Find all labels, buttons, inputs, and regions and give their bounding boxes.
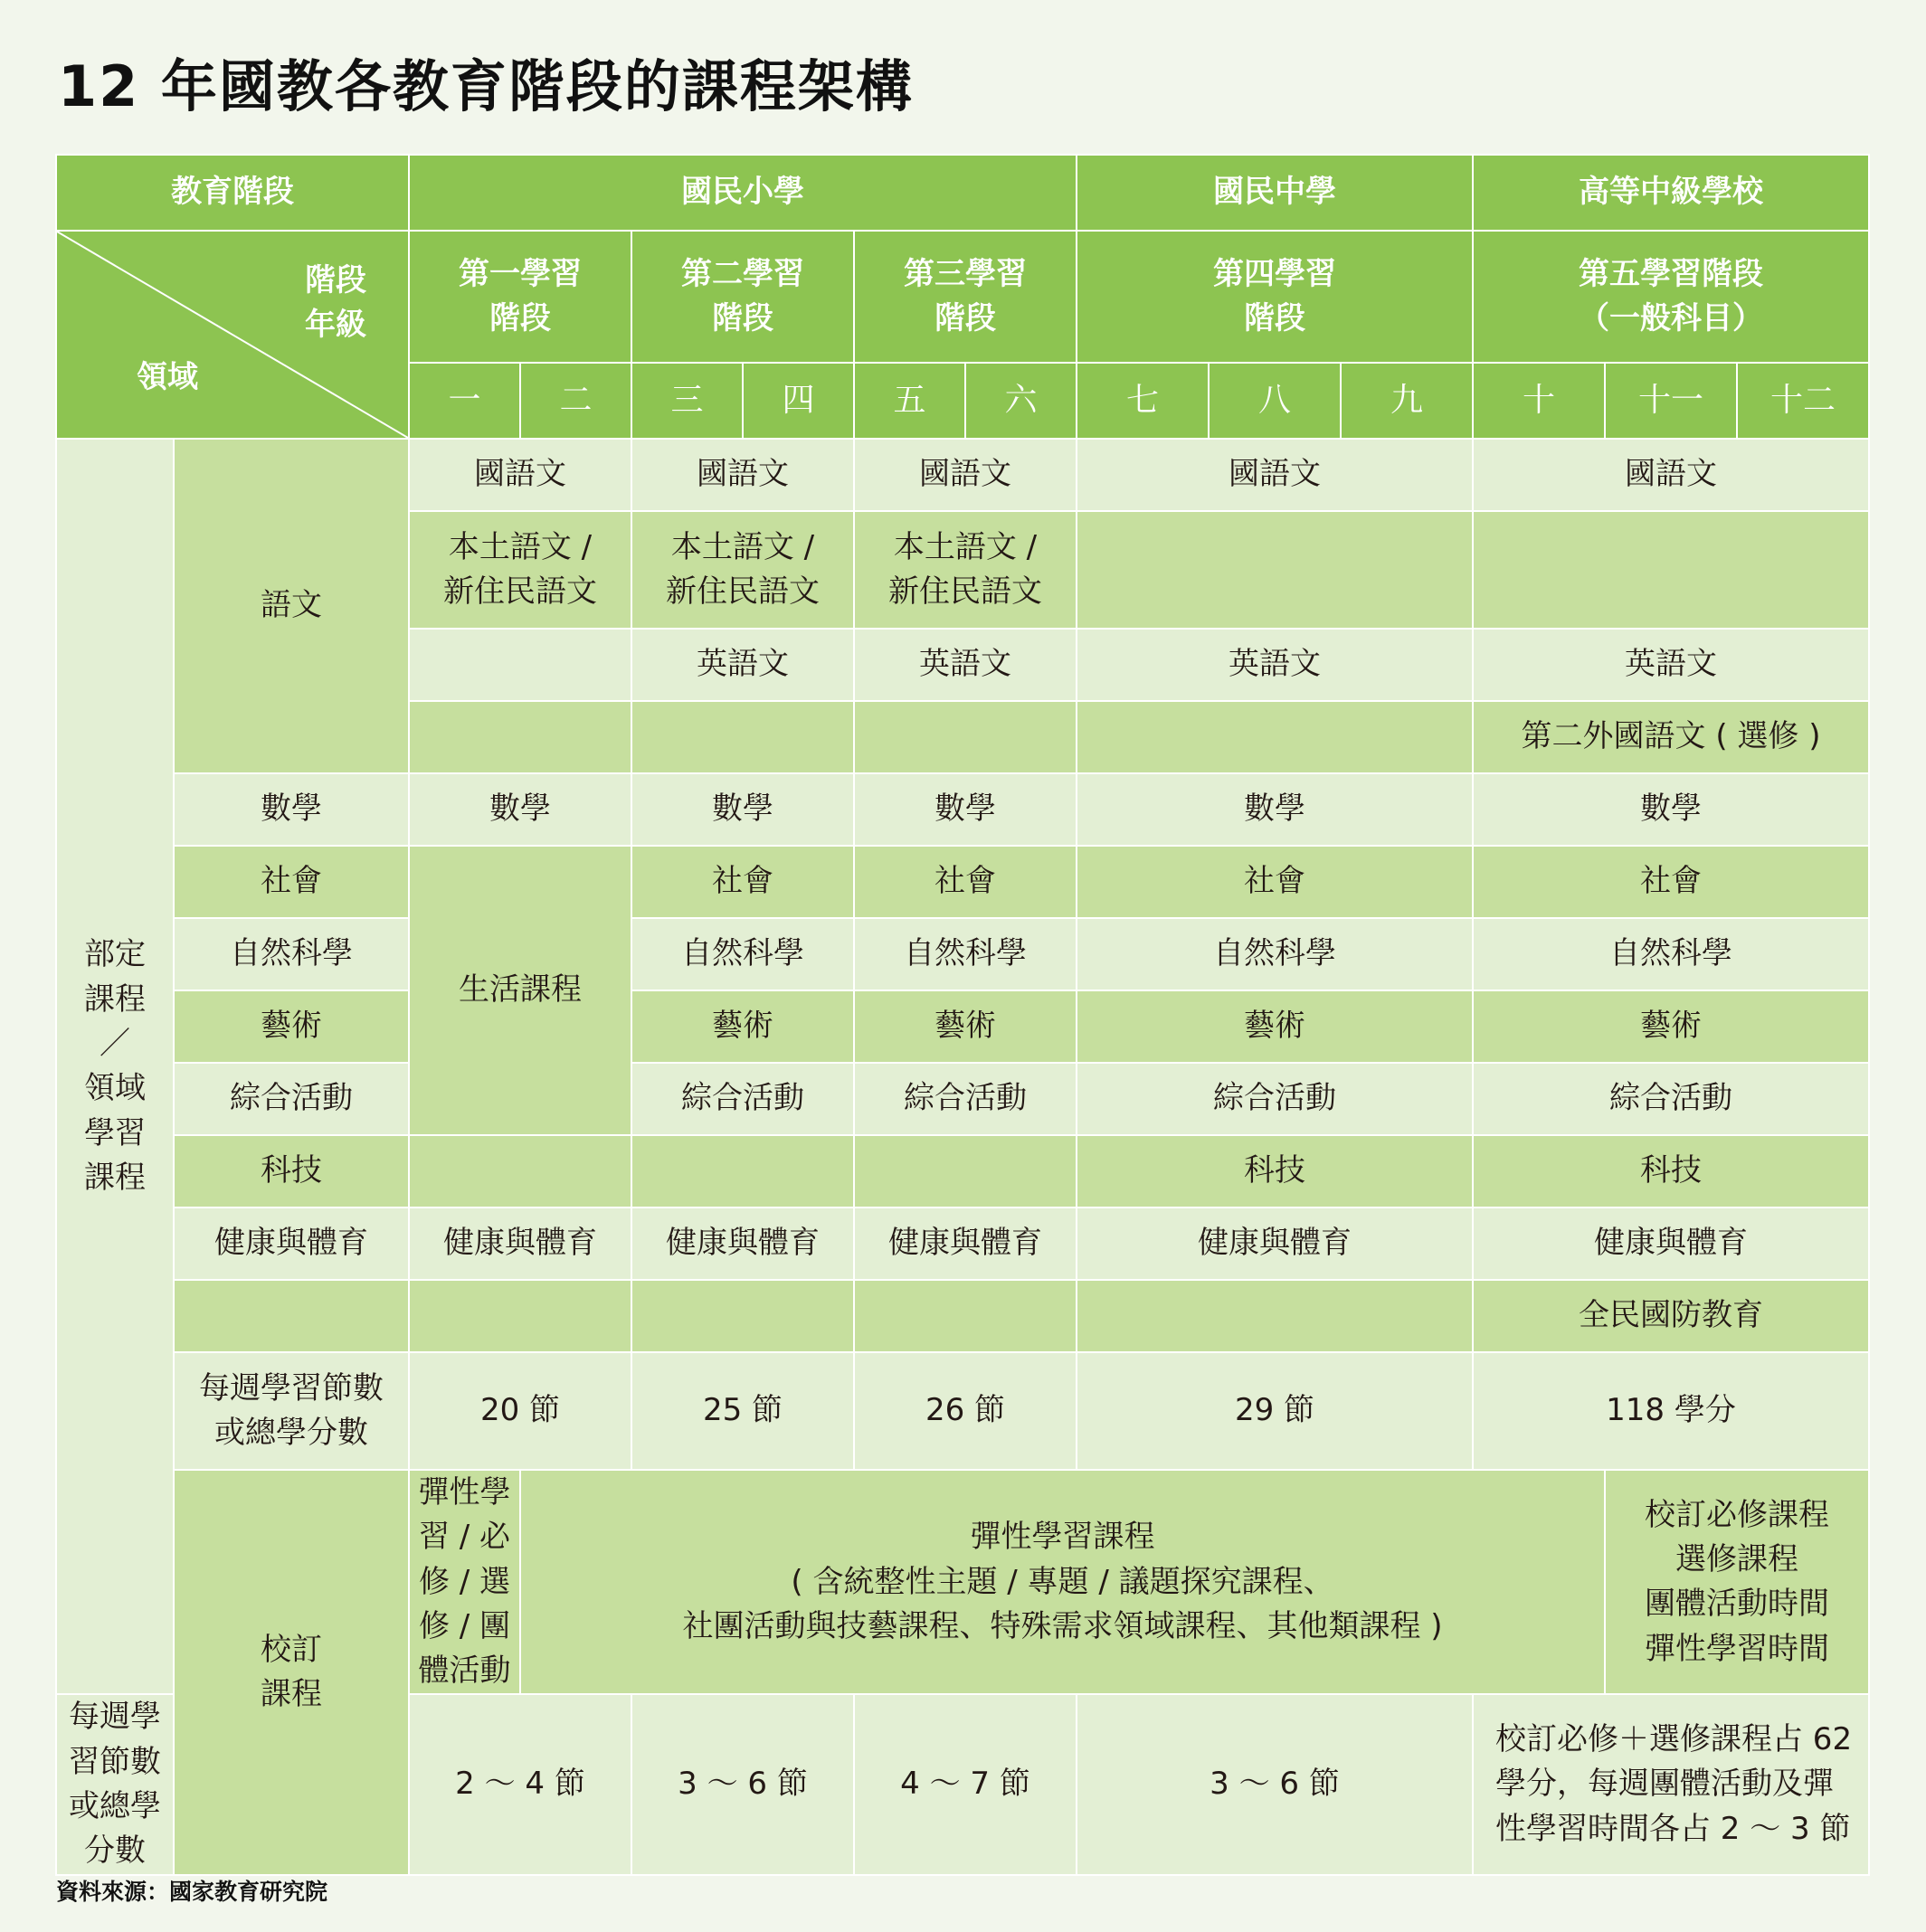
cell-integrative-s3: 綜合活動 bbox=[854, 1063, 1077, 1135]
cell-tech-s2 bbox=[631, 1135, 854, 1208]
page-title: 12 年國教各教育階段的課程架構 bbox=[58, 53, 914, 119]
cell-foreign-s3 bbox=[854, 701, 1077, 773]
cell-chinese-s2: 國語文 bbox=[631, 439, 854, 511]
curriculum-table bbox=[55, 154, 1870, 1876]
cell-foreign-s5: 第二外國語文 ( 選修 ) bbox=[1473, 701, 1869, 773]
cell-hours-s1: 20 節 bbox=[409, 1352, 631, 1470]
cell-tech-s4: 科技 bbox=[1077, 1135, 1473, 1208]
cell-integrative-s5: 綜合活動 bbox=[1473, 1063, 1869, 1135]
cell-school-hours-s3: 4 ～ 7 節 bbox=[854, 1694, 1077, 1874]
corner-grade-label: 年級 bbox=[305, 307, 366, 344]
cell-arts-s5: 藝術 bbox=[1473, 990, 1869, 1063]
cell-english-s2: 英語文 bbox=[631, 629, 854, 701]
corner-labels bbox=[305, 259, 366, 348]
row-arts bbox=[56, 990, 1869, 1063]
cell-native-s1: 本土語文 / 新住民語文 bbox=[409, 511, 631, 629]
field-integrative: 綜合活動 bbox=[174, 1063, 409, 1135]
cell-tech-s1 bbox=[409, 1135, 631, 1208]
row-defense bbox=[56, 1280, 1869, 1352]
cell-arts-s2: 藝術 bbox=[631, 990, 854, 1063]
row-math bbox=[56, 773, 1869, 846]
header-row-levels bbox=[56, 155, 1869, 231]
grade-2: 二 bbox=[520, 363, 631, 439]
stage2-header: 第二學習 階段 bbox=[631, 231, 854, 363]
cell-tech-s3 bbox=[854, 1135, 1077, 1208]
cell-social-s4: 社會 bbox=[1077, 846, 1473, 918]
grade-9: 九 bbox=[1341, 363, 1473, 439]
cell-integrative-s2: 綜合活動 bbox=[631, 1063, 854, 1135]
cell-science-s2: 自然科學 bbox=[631, 918, 854, 990]
field-social: 社會 bbox=[174, 846, 409, 918]
cell-health-s5: 健康與體育 bbox=[1473, 1208, 1869, 1280]
cell-science-s5: 自然科學 bbox=[1473, 918, 1869, 990]
cell-chinese-s5: 國語文 bbox=[1473, 439, 1869, 511]
cell-native-s4 bbox=[1077, 511, 1473, 629]
row-health bbox=[56, 1208, 1869, 1280]
cell-life-course: 生活課程 bbox=[409, 846, 631, 1135]
cell-school-hours-s4: 3 ～ 6 節 bbox=[1077, 1694, 1473, 1874]
required-curriculum-label: 部定 課程 ／ 領域 學習 課程 bbox=[56, 439, 174, 1694]
grade-8: 八 bbox=[1209, 363, 1341, 439]
cell-defense-s2 bbox=[631, 1280, 854, 1352]
stage3-header: 第三學習 階段 bbox=[854, 231, 1077, 363]
cell-tech-s5: 科技 bbox=[1473, 1135, 1869, 1208]
grade-12: 十二 bbox=[1737, 363, 1869, 439]
row-science bbox=[56, 918, 1869, 990]
cell-foreign-s2 bbox=[631, 701, 854, 773]
cell-math-s1: 數學 bbox=[409, 773, 631, 846]
grade-3: 三 bbox=[631, 363, 743, 439]
cell-defense-s5: 全民國防教育 bbox=[1473, 1280, 1869, 1352]
cell-science-s3: 自然科學 bbox=[854, 918, 1077, 990]
cell-native-s2: 本土語文 / 新住民語文 bbox=[631, 511, 854, 629]
cell-science-s4: 自然科學 bbox=[1077, 918, 1473, 990]
elementary-header: 國民小學 bbox=[409, 155, 1077, 231]
row-flexible bbox=[56, 1470, 1869, 1694]
cell-chinese-s3: 國語文 bbox=[854, 439, 1077, 511]
cell-health-s1: 健康與體育 bbox=[409, 1208, 631, 1280]
field-science: 自然科學 bbox=[174, 918, 409, 990]
cell-hours-s2: 25 節 bbox=[631, 1352, 854, 1470]
row-chinese bbox=[56, 439, 1869, 511]
grade-1: 一 bbox=[409, 363, 520, 439]
field-defense bbox=[174, 1280, 409, 1352]
field-required-hours: 每週學習節數 或總學分數 bbox=[174, 1352, 409, 1470]
cell-hours-s3: 26 節 bbox=[854, 1352, 1077, 1470]
cell-defense-s1 bbox=[409, 1280, 631, 1352]
cell-defense-s3 bbox=[854, 1280, 1077, 1352]
cell-health-s3: 健康與體育 bbox=[854, 1208, 1077, 1280]
stage1-header: 第一學習 階段 bbox=[409, 231, 631, 363]
field-arts: 藝術 bbox=[174, 990, 409, 1063]
cell-defense-s4 bbox=[1077, 1280, 1473, 1352]
field-health: 健康與體育 bbox=[174, 1208, 409, 1280]
cell-chinese-s1: 國語文 bbox=[409, 439, 631, 511]
cell-english-s4: 英語文 bbox=[1077, 629, 1473, 701]
row-integrative bbox=[56, 1063, 1869, 1135]
cell-flexible-senior: 校訂必修課程 選修課程 團體活動時間 彈性學習時間 bbox=[1605, 1470, 1869, 1694]
header-row-stages bbox=[56, 231, 1869, 363]
grade-7: 七 bbox=[1077, 363, 1209, 439]
field-language: 語文 bbox=[174, 439, 409, 773]
cell-native-s5 bbox=[1473, 511, 1869, 629]
cell-school-hours-s2: 3 ～ 6 節 bbox=[631, 1694, 854, 1874]
cell-native-s3: 本土語文 / 新住民語文 bbox=[854, 511, 1077, 629]
corner-field-label: 領域 bbox=[137, 358, 198, 395]
cell-hours-s5: 118 學分 bbox=[1473, 1352, 1869, 1470]
cell-arts-s4: 藝術 bbox=[1077, 990, 1473, 1063]
cell-foreign-s1 bbox=[409, 701, 631, 773]
source-note: 資料來源：國家教育研究院 bbox=[56, 1879, 328, 1905]
junior-high-header: 國民中學 bbox=[1077, 155, 1473, 231]
cell-health-s2: 健康與體育 bbox=[631, 1208, 854, 1280]
grade-11: 十一 bbox=[1605, 363, 1737, 439]
cell-foreign-s4 bbox=[1077, 701, 1473, 773]
cell-school-hours-s5: 校訂必修＋選修課程占 62 學分，每週團體活動及彈 性學習時間各占 2 ～ 3 節 bbox=[1473, 1694, 1869, 1874]
cell-english-s1 bbox=[409, 629, 631, 701]
grade-4: 四 bbox=[743, 363, 854, 439]
cell-arts-s3: 藝術 bbox=[854, 990, 1077, 1063]
school-curriculum-label: 校訂 課程 bbox=[174, 1470, 409, 1875]
cell-health-s4: 健康與體育 bbox=[1077, 1208, 1473, 1280]
field-school-hours: 每週學習節數 或總學分數 bbox=[56, 1694, 174, 1874]
stage4-header: 第四學習 階段 bbox=[1077, 231, 1473, 363]
field-math: 數學 bbox=[174, 773, 409, 846]
cell-integrative-s4: 綜合活動 bbox=[1077, 1063, 1473, 1135]
cell-math-s3: 數學 bbox=[854, 773, 1077, 846]
row-social bbox=[56, 846, 1869, 918]
cell-social-s2: 社會 bbox=[631, 846, 854, 918]
grade-10: 十 bbox=[1473, 363, 1605, 439]
row-required-hours bbox=[56, 1352, 1869, 1470]
senior-high-header: 高等中級學校 bbox=[1473, 155, 1869, 231]
cell-social-s5: 社會 bbox=[1473, 846, 1869, 918]
cell-chinese-s4: 國語文 bbox=[1077, 439, 1473, 511]
row-tech bbox=[56, 1135, 1869, 1208]
cell-school-hours-s1: 2 ～ 4 節 bbox=[409, 1694, 631, 1874]
corner-header bbox=[56, 231, 409, 439]
grade-6: 六 bbox=[965, 363, 1077, 439]
cell-math-s5: 數學 bbox=[1473, 773, 1869, 846]
cell-english-s3: 英語文 bbox=[854, 629, 1077, 701]
grade-5: 五 bbox=[854, 363, 965, 439]
field-flexible: 彈性學習 / 必 修 / 選修 / 團 體活動 bbox=[409, 1470, 520, 1694]
cell-english-s5: 英語文 bbox=[1473, 629, 1869, 701]
cell-social-s3: 社會 bbox=[854, 846, 1077, 918]
cell-math-s2: 數學 bbox=[631, 773, 854, 846]
field-tech: 科技 bbox=[174, 1135, 409, 1208]
education-stage-header: 教育階段 bbox=[56, 155, 409, 231]
cell-math-s4: 數學 bbox=[1077, 773, 1473, 846]
cell-flexible-content: 彈性學習課程 ( 含統整性主題 / 專題 / 議題探究課程、 社團活動與技藝課程、特殊需求領域課程、其他類課程 ) bbox=[520, 1470, 1605, 1694]
stage5-header: 第五學習階段 （一般科目） bbox=[1473, 231, 1869, 363]
cell-hours-s4: 29 節 bbox=[1077, 1352, 1473, 1470]
corner-stage-label: 階段 bbox=[305, 262, 366, 298]
